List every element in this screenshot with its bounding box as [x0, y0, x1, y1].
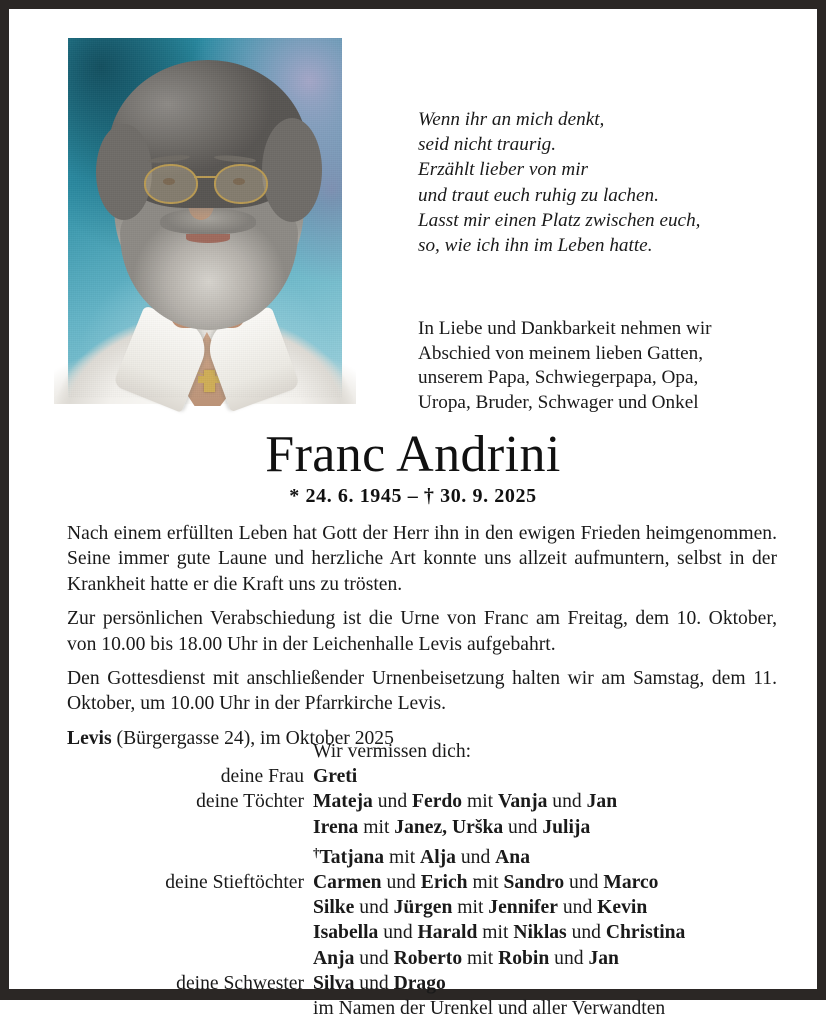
family-member-name: Isabella	[313, 922, 379, 944]
family-member-name: Julija	[542, 816, 591, 838]
family-row	[67, 971, 777, 996]
family-member-name: Silke	[313, 897, 355, 919]
dedication-text	[418, 317, 778, 415]
family-member-name: Carmen	[313, 872, 382, 894]
family-connector: im Namen der Urenkel und aller Verwandten	[313, 998, 666, 1020]
poem-line: Erzählt lieber von mir	[418, 159, 589, 181]
memorial-poem	[418, 107, 798, 258]
family-connector: und	[354, 897, 394, 919]
paragraph-service: Den Gottesdienst mit anschließender Urnenbeisetzung halten wir am Samstag, dem 11. Oktober, um 10.00 Uhr in der Pfarrkirche Levis.	[67, 668, 777, 715]
family-connector: und	[564, 872, 604, 894]
family-member-name: Sandro	[503, 872, 565, 894]
family-relation-label: deine Frau	[220, 766, 304, 788]
family-connector: mit	[384, 846, 421, 868]
family-names	[313, 996, 777, 1021]
family-member-name: Christina	[605, 922, 686, 944]
portrait-photograph	[68, 38, 342, 398]
family-connector: und	[372, 791, 413, 813]
place-name: Levis	[67, 727, 112, 749]
place-detail: (Bürgergasse 24), im Oktober 2025	[111, 727, 394, 749]
family-list	[67, 739, 777, 1021]
family-connector: und	[549, 947, 589, 969]
family-connector: und	[566, 922, 606, 944]
family-member-name: Drago	[393, 972, 446, 994]
family-relation-label: deine Stieftöchter	[165, 872, 304, 894]
family-names	[313, 946, 777, 971]
family-names	[313, 840, 777, 870]
dedication-line: Abschied von meinem lieben Gatten,	[418, 342, 704, 364]
notice-inner	[9, 9, 817, 1020]
family-row	[67, 920, 777, 945]
family-member-name: Janez, Urška	[394, 816, 504, 838]
family-member-name: Kevin	[597, 897, 648, 919]
body-text	[67, 521, 777, 760]
family-connector: mit	[462, 947, 499, 969]
paragraph-viewing: Zur persönlichen Verabschiedung ist die Urne von Franc am Freitag, dem 10. Oktober, von 10.00 bis 18.00 Uhr in der Leichenhalle Levis aufgebahrt.	[67, 608, 777, 655]
family-connector: und	[381, 872, 421, 894]
family-member-name: Marco	[603, 872, 659, 894]
paragraph-eulogy: Nach einem erfüllten Leben hat Gott der Herr ihn in den ewigen Frieden heimgenommen. Seine immer gute Laune und herzliche Art konnte uns allzeit aufmuntern, selbst in der Krankheit hatte er die Kraft uns zu trösten.	[67, 523, 777, 595]
family-row	[67, 870, 777, 895]
poem-line: Wenn ihr an mich denkt,	[418, 109, 605, 130]
poem-line: so, wie ich ihn im Leben hatte.	[418, 235, 653, 257]
family-row	[67, 946, 777, 971]
top-section	[9, 9, 817, 413]
family-connector: und	[354, 972, 394, 994]
family-connector: und	[455, 846, 496, 868]
family-member-name: Harald	[417, 922, 478, 944]
family-member-name: Robin	[498, 947, 550, 969]
family-names	[313, 971, 777, 996]
family-member-name: Silva	[313, 972, 355, 994]
family-member-name: Niklas	[513, 922, 567, 944]
dedication-line: Uropa, Bruder, Schwager und Onkel	[418, 391, 699, 413]
family-relation-label: deine Schwester	[176, 972, 304, 994]
family-names	[313, 815, 777, 840]
dedication-line: In Liebe und Dankbarkeit nehmen wir	[418, 318, 712, 339]
family-member-name: Alja	[420, 846, 456, 868]
family-connector: und	[547, 791, 587, 813]
family-row	[67, 840, 777, 870]
dedication-line: unserem Papa, Schwiegerpapa, Opa,	[418, 367, 699, 389]
family-connector: mit	[462, 791, 499, 813]
family-connector: und	[557, 897, 598, 919]
deceased-name: Franc Andrini	[265, 426, 561, 483]
family-heading-row	[67, 739, 777, 764]
family-member-name: Jürgen	[393, 897, 453, 919]
family-member-name: Jan	[586, 791, 618, 813]
family-member-name: Tatjana	[319, 846, 385, 868]
family-member-name: Roberto	[393, 947, 463, 969]
family-connector: mit	[452, 897, 489, 919]
birth-death-dates: * 24. 6. 1945 – † 30. 9. 2025	[289, 485, 537, 507]
family-member-name: Anja	[313, 947, 355, 969]
family-row	[67, 815, 777, 840]
poem-line: seid nicht traurig.	[418, 134, 557, 156]
photo-grain-overlay	[68, 38, 342, 398]
family-row	[67, 789, 777, 814]
family-heading: Wir vermissen dich:	[313, 741, 472, 762]
family-names	[313, 895, 777, 920]
family-rows	[67, 764, 777, 1021]
family-member-name: Vanja	[498, 791, 548, 813]
family-member-name: Jennifer	[488, 897, 558, 919]
family-member-name: Jan	[588, 947, 619, 969]
family-connector: und	[378, 922, 418, 944]
family-relation-label: deine Töchter	[196, 791, 304, 813]
family-names	[313, 870, 777, 895]
family-names	[313, 920, 777, 945]
family-connector: mit	[477, 922, 514, 944]
poem-line: und traut euch ruhig zu lachen.	[418, 184, 659, 206]
family-member-name: Ferdo	[412, 791, 463, 813]
family-connector: mit	[358, 816, 395, 838]
family-member-name: Ana	[495, 846, 531, 868]
family-member-name: Mateja	[313, 791, 373, 813]
family-row	[67, 895, 777, 920]
family-row	[67, 764, 777, 789]
family-member-name: Greti	[313, 766, 358, 788]
poem-line: Lasst mir einen Platz zwischen euch,	[418, 209, 701, 231]
family-connector: mit	[467, 872, 504, 894]
family-connector: und	[354, 947, 394, 969]
family-connector: und	[503, 816, 543, 838]
deceased-dagger-icon: †	[313, 844, 320, 860]
family-member-name: Irena	[313, 816, 359, 838]
family-names	[313, 764, 777, 789]
family-names	[313, 789, 777, 814]
family-row	[67, 996, 777, 1021]
family-member-name: Erich	[420, 872, 468, 894]
